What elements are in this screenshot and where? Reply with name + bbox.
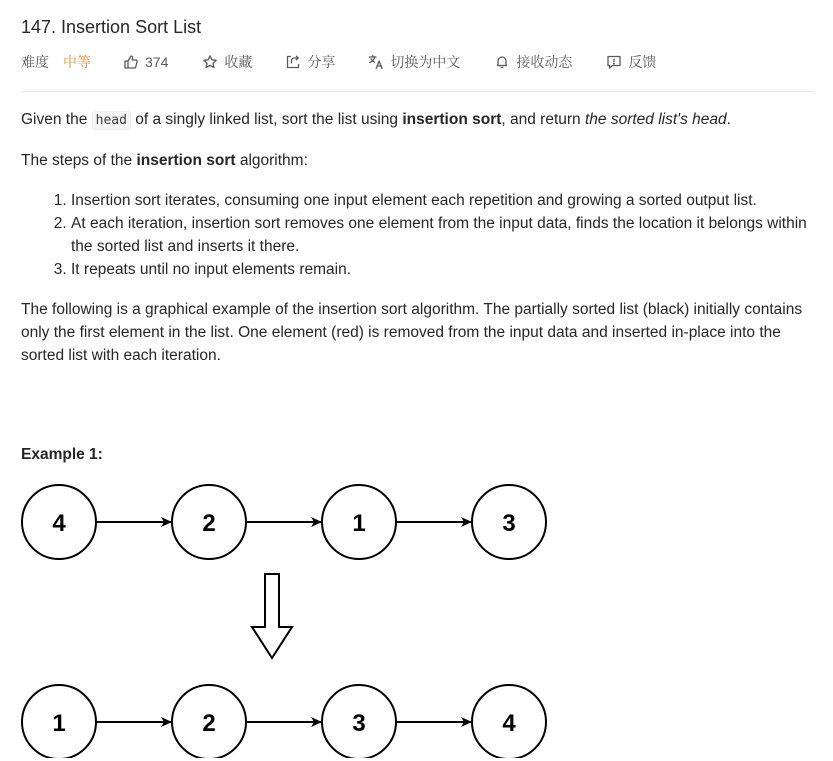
p1-text-b: of a singly linked list, sort the list using [130,111,403,128]
list-node [172,485,246,559]
node-value: 2 [202,510,216,537]
list-node [322,685,396,758]
node-value: 3 [352,710,366,737]
inline-code-head: head [92,111,131,130]
step-item: 2. At each iteration, insertion sort removes one element from the input data, finds the location it belongs within the sorted list and inserts it there. [71,212,813,258]
problem-title: 147. Insertion Sort List [21,17,202,37]
share-label: 分享 [307,54,336,70]
p1-bold: insertion sort [402,111,502,128]
p1-italic: the sorted list's head [584,111,727,128]
like-button[interactable] [123,54,168,70]
problem-description [21,108,813,367]
node-value: 3 [502,510,516,537]
transform-arrow-icon [252,574,292,658]
node-value: 1 [52,710,66,737]
p2-bold: insertion sort [136,152,236,169]
translate-button[interactable] [368,52,460,72]
favorite-label: 收藏 [224,54,253,70]
list-node [172,685,246,758]
steps-list [21,189,813,281]
feedback-button[interactable] [606,52,656,72]
difficulty-label: 难度 [21,54,49,70]
favorite-button[interactable] [202,52,252,72]
header-divider [21,91,813,92]
description-paragraph-1 [21,108,813,132]
input-list [22,485,546,559]
example-diagram [21,478,561,758]
p1-text-d: . [726,111,731,128]
list-node [22,485,96,559]
list-node [472,485,546,559]
p1-text-a: Given the [21,111,92,128]
share-button[interactable] [285,52,335,72]
subscribe-label: 接收动态 [516,54,573,70]
step-item: 1. Insertion sort iterates, consuming one input element each repetition and growing a sorted output list. [71,189,813,212]
list-node [22,685,96,758]
node-value: 2 [202,710,216,737]
thumbs-up-icon [123,54,139,70]
output-list [22,685,546,758]
example-title: Example 1: [21,446,103,463]
problem-meta-bar [21,52,656,72]
description-paragraph-2 [21,149,813,172]
translate-icon [368,54,384,70]
translate-label: 切换为中文 [390,54,461,70]
list-node [472,685,546,758]
step-item: 3. It repeats until no input elements remain. [71,258,813,281]
list-node [322,485,396,559]
difficulty-value: 中等 [63,54,91,70]
subscribe-button[interactable] [494,52,572,72]
star-icon [202,54,218,70]
feedback-icon [606,54,622,70]
like-count: 374 [145,54,169,70]
p1-text-c: , and return [501,111,585,128]
p2-text-b: algorithm: [235,152,308,169]
bell-icon [494,54,510,70]
node-value: 4 [502,710,516,737]
node-value: 4 [52,510,66,537]
p2-text-a: The steps of the [21,152,137,169]
description-paragraph-3: The following is a graphical example of the insertion sort algorithm. The partially sorted list (black) initially contains only the first element in the list. One element (red) is removed from the input data and inserted in-place into the sorted list with each iteration. [21,301,803,364]
feedback-label: 反馈 [628,54,657,70]
share-icon [285,54,301,70]
node-value: 1 [352,510,366,537]
